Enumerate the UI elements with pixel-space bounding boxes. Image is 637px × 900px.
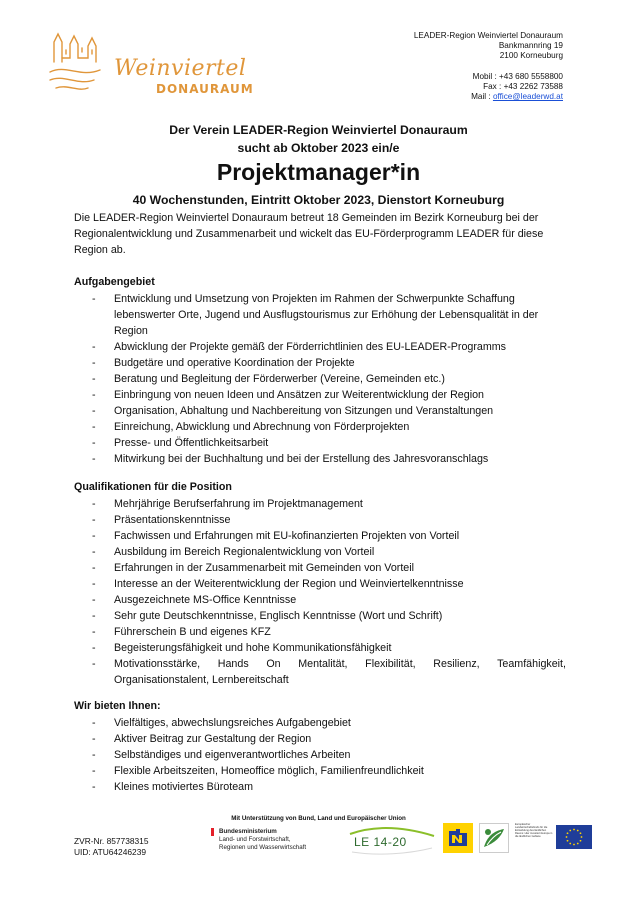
list-item: - Erfahrungen in der Zusammenarbeit mit Gemeinden von Vorteil (74, 560, 566, 576)
eu-star (566, 836, 568, 838)
contact-mail-label: Mail : (471, 92, 491, 102)
contact-city: 2100 Korneuburg (499, 51, 563, 61)
list-item: - Vielfältiges, abwechslungsreiches Aufgabengebiet (74, 715, 566, 731)
eu-flag-background (556, 825, 592, 849)
eafrd-text: Europäischer Landwirtschaftsfonds für die Entwicklung des ländlichen Raums: Hier investiert Europa in die ländlichen Gebiete (515, 823, 553, 839)
eu-star (577, 830, 579, 832)
ministry-line-1: Bundesministerium (219, 828, 277, 835)
contact-mobile: Mobil : +43 680 5558800 (472, 71, 563, 81)
intro-line-2: sucht ab Oktober 2023 ein/e (237, 141, 400, 155)
list-item: - Mitwirkung bei der Buchhaltung und bei der Erstellung des Jahresvoranschlags (74, 451, 566, 467)
job-subtitle: 40 Wochenstunden, Eintritt Oktober 2023, Dienstort Korneuburg (132, 193, 505, 207)
eu-star (573, 829, 575, 831)
list-item: - Kleines motiviertes Büroteam (74, 779, 566, 795)
contact-fax: Fax : +43 2262 73588 (483, 81, 563, 91)
list-item: - Einreichung, Abwicklung und Abrechnung von Förderprojekten (74, 419, 566, 435)
eu-star (580, 840, 582, 842)
list-item: - Flexible Arbeitszeiten, Homeoffice möglich, Familienfreundlichkeit (74, 763, 566, 779)
eu-star (567, 840, 569, 842)
list-item: - Mehrjährige Berufserfahrung im Projektmanagement (74, 496, 566, 512)
list-item: - Entwicklung und Umsetzung von Projekten im Rahmen der Schwerpunkte Schaffung lebenswerter Orte, Jugend und Ausflugstourismus zur Erhöhung der Lebensqualität in der Region (74, 291, 566, 339)
list-item: - Interesse an der Weiterentwicklung der Region und Weinviertelkenntnisse (74, 576, 566, 592)
job-title: Projektmanager*in (216, 159, 421, 185)
eu-star (569, 830, 571, 832)
registration-info (74, 836, 149, 857)
eu-flag-icon (556, 825, 592, 849)
list-item: - Fachwissen und Erfahrungen mit EU-kofinanzierten Projekten von Vorteil (74, 528, 566, 544)
eu-star (580, 832, 582, 834)
eu-star (577, 843, 579, 845)
logo-wordmark: Weinviertel (114, 56, 247, 81)
list-item: - Abwicklung der Projekte gemäß der Förderrichtlinien des EU-LEADER-Programms (74, 339, 566, 355)
le-logo-text: LE 14-20 (354, 835, 407, 849)
contact-block (414, 31, 563, 102)
le-logo (348, 826, 436, 856)
ministry-logo (211, 828, 341, 862)
contact-street: Bankmannring 19 (498, 41, 563, 51)
list-item: - Budgetäre und operative Koordination der Projekte (74, 355, 566, 371)
list-item: - Führerschein B und eigenes KFZ (74, 624, 566, 640)
list-item: - Begeisterungsfähigkeit und hohe Kommunikationsfähigkeit (74, 640, 566, 656)
list-item: - Presse- und Öffentlichkeitsarbeit (74, 435, 566, 451)
ministry-line-2: Land- und Forstwirtschaft, (219, 836, 291, 843)
logo-subtitle: DONAURAUM (156, 82, 254, 96)
noe-logo-icon (443, 823, 473, 853)
qualifications-list (74, 496, 566, 688)
support-note: Mit Unterstützung von Bund, Land und Europäischer Union (231, 815, 406, 822)
list-item: - Beratung und Begleitung der Förderwerber (Vereine, Gemeinden etc.) (74, 371, 566, 387)
section-title-tasks: Aufgabengebiet (74, 276, 155, 288)
region-logo (48, 28, 268, 98)
eu-star (573, 844, 575, 846)
austria-flag-icon (211, 828, 214, 836)
description: Die LEADER-Region Weinviertel Donauraum betreut 18 Gemeinden im Bezirk Korneuburg bei der Regionalentwicklung und Zusammenarbeit und wickelt das EU-Förderprogramm LEADER für diese Region ab. (74, 212, 544, 256)
intro-line-1: Der Verein LEADER-Region Weinviertel Donauraum (169, 123, 468, 137)
eu-star (567, 832, 569, 834)
contact-mail-link[interactable]: office@leaderwd.at (492, 92, 563, 102)
list-item: - Motivationsstärke, Hands On Mentalität, Flexibilität, Resilienz, Teamfähigkeit, Organisationstalent, Lernbereitschaft (74, 656, 566, 688)
ministry-line-3: Regionen und Wasserwirtschaft (219, 844, 307, 851)
contact-mail-row (414, 92, 563, 102)
list-item: - Sehr gute Deutschkenntnisse, Englisch Kenntnisse (Wort und Schrift) (74, 608, 566, 624)
section-title-offer: Wir bieten Ihnen: (74, 700, 161, 712)
leader-logo-icon (479, 823, 509, 853)
uid-number: UID: ATU64246239 (74, 846, 147, 857)
zvr-number: ZVR-Nr. 857738315 (74, 836, 149, 846)
eu-star (581, 836, 583, 838)
list-item: - Organisation, Abhaltung und Nachbereitung von Sitzungen und Veranstaltungen (74, 403, 566, 419)
list-item: - Ausbildung im Bereich Regionalentwicklung von Vorteil (74, 544, 566, 560)
list-item: - Ausgezeichnete MS-Office Kenntnisse (74, 592, 566, 608)
tasks-list (74, 291, 566, 467)
eu-star (569, 843, 571, 845)
list-item: - Einbringung von neuen Ideen und Ansätzen zur Weiterentwicklung der Region (74, 387, 566, 403)
contact-org: LEADER-Region Weinviertel Donauraum (413, 31, 563, 40)
list-item: - Aktiver Beitrag zur Gestaltung der Region (74, 731, 566, 747)
offer-list (74, 715, 566, 795)
list-item: - Präsentationskenntnisse (74, 512, 566, 528)
list-item: - Selbständiges und eigenverantwortliches Arbeiten (74, 747, 566, 763)
section-title-qualifications: Qualifikationen für die Position (74, 481, 232, 493)
